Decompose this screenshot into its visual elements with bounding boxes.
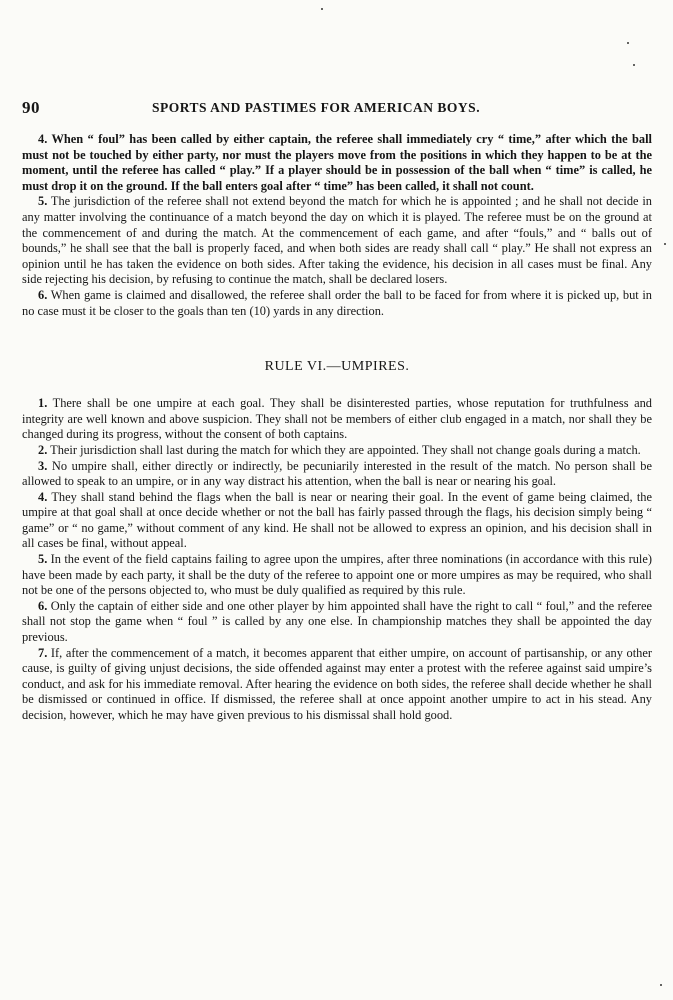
paragraph-number: 4. <box>38 489 48 504</box>
paragraph-number: 7. <box>38 645 48 660</box>
rule-paragraph <box>22 599 652 646</box>
paragraph-text: The jurisdiction of the referee shall not extend beyond the match for which he is appointed ; and he shall not decide in any matter involving the continuance of a match beyond the day on which it is played. The referee must be on the ground at the commencement of and during the match. At the commencement of each game, and after “fouls,” and “ balls out of bounds,” he shall see that the ball is properly faced, and when both sides are ready shall call “ play.” He shall not express an opinion until he has taken the evidence on both sides. After taking the evidence, his decision in all cases must be final. Any side rejecting his decision, by refusing to continue the match, shall be declared losers. <box>22 194 652 287</box>
section-heading: RULE VI.—UMPIRES. <box>264 359 410 375</box>
page-body <box>22 132 652 724</box>
paragraph-number: 6. <box>38 287 48 302</box>
paragraph-number: 3. <box>38 458 48 473</box>
rule-paragraph <box>22 396 652 443</box>
ink-speck <box>633 64 635 66</box>
ink-speck <box>660 984 662 986</box>
paragraph-text: In the event of the field captains failing to agree upon the umpires, after three nominations (in accordance with this rule) have been made by each party, it shall be the duty of the referee to appoint one or more umpires as may be required, who shall not be one of the persons objected to, who must be duly qualified as required by this rule. <box>22 552 652 598</box>
paragraph-number: 5. <box>38 552 48 567</box>
ink-speck <box>321 8 323 10</box>
paragraph-number: 4. <box>38 132 48 146</box>
rule-paragraph <box>22 646 652 724</box>
paragraph-text: Their jurisdiction shall last during the match for which they are appointed. They shall not change goals during a match. <box>47 442 641 457</box>
rule-paragraph <box>22 552 652 599</box>
umpire-rules <box>22 396 652 723</box>
rule-paragraph <box>22 443 652 459</box>
rule-paragraph <box>22 194 652 288</box>
paragraph-text: When game is claimed and disallowed, the referee shall order the ball to be faced for from where it is picked up, but in no case must it be closer to the goals than ten (10) yards in any direction. <box>22 287 652 318</box>
ink-speck <box>627 42 629 44</box>
referee-rules-continued <box>22 132 652 319</box>
paragraph-text: Only the captain of either side and one other player by him appointed shall have the right to call “ foul,” and the referee shall not stop the game when “ foul ” is called by any one else. In championship matches they shall be appointed the day previous. <box>22 598 652 645</box>
rule-paragraph <box>22 132 652 194</box>
paragraph-text: When “ foul” has been called by either captain, the referee shall immediately cry “ time,” after which the ball must not be touched by either party, nor must the players move from the positions in which they happen to be at the moment, until the referee has called “ play.” If a player should be in possession of the ball when “ time” is called, he must drop it on the ground. If the ball enters goal after “ time” has been called, it shall not count. <box>22 132 652 193</box>
paragraph-text: There shall be one umpire at each goal. They shall be disinterested parties, whose reputation for truthfulness and integrity are well known and above suspicion. They shall not be members of either club engaged in a match, nor shall they be changed during its progress, without the consent of both captains. <box>22 396 652 442</box>
rule-paragraph <box>22 490 652 552</box>
paragraph-number: 6. <box>38 598 48 613</box>
paragraph-text: No umpire shall, either directly or indirectly, be pecuniarily interested in the result of the match. No person shall be allowed to speak to an umpire, or in any way distract his attention, when the ball is near or nearing his goal. <box>22 458 652 489</box>
paragraph-number: 5. <box>38 194 48 209</box>
running-head: SPORTS AND PASTIMES FOR AMERICAN BOYS. <box>152 100 481 115</box>
rule-paragraph <box>22 288 652 319</box>
paragraph-text: If, after the commencement of a match, it becomes apparent that either umpire, on account of partisanship, or any other cause, is guilty of giving unjust decisions, the side offended against may enter a protest with the referee against said umpire’s conduct, and ask for his immediate removal. After hearing the evidence on both sides, the referee shall decide whether he shall be dismissed or continued in office. If dismissed, the referee shall at once appoint another umpire to act in his stead. Any decision, however, which he may have given previous to his dismissal shall hold good. <box>22 645 652 722</box>
paragraph-number: 2. <box>38 442 48 457</box>
paragraph-text: They shall stand behind the flags when the ball is near or nearing their goal. In the event of game being claimed, the umpire at that goal shall at once decide whether or not the ball has fairly passed through the flags, his decision simply being “ game” or “ no game,” without comment of any kind. He shall not be allowed to express an opinion, and his decision shall in all cases be final, without appeal. <box>22 489 652 551</box>
page-number: 90 <box>22 98 40 117</box>
ink-speck <box>664 243 666 245</box>
paragraph-number: 1. <box>38 396 48 411</box>
rule-paragraph <box>22 459 652 490</box>
